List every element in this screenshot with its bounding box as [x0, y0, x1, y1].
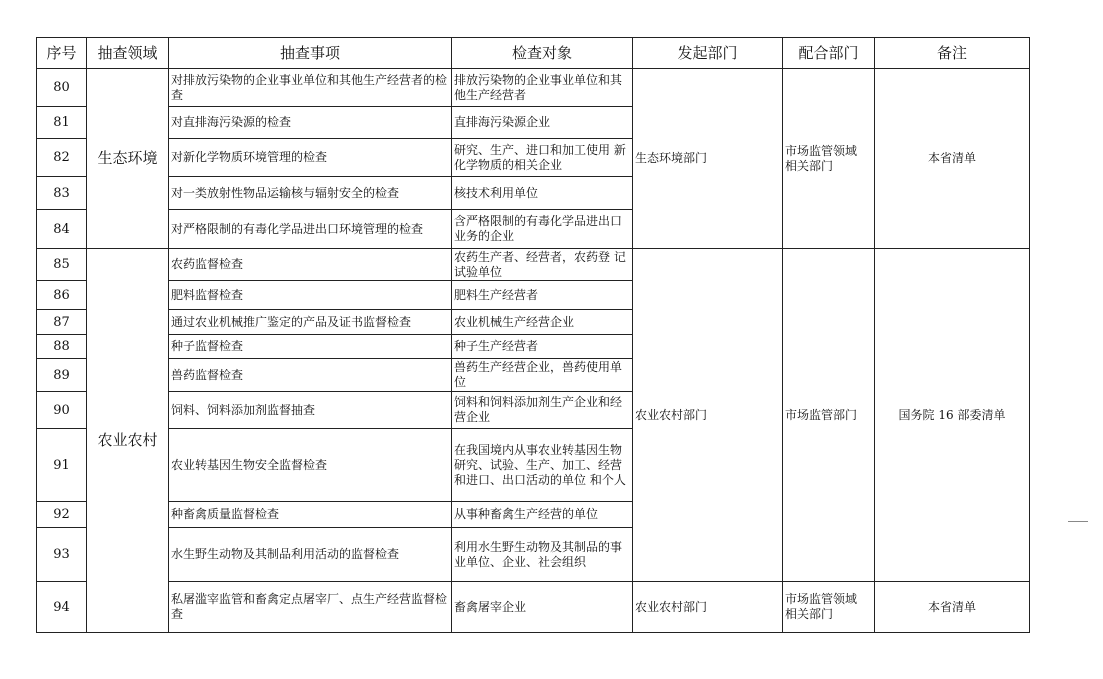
header-row	[37, 38, 1030, 69]
header-cell-item: 抽查事项	[169, 38, 452, 69]
table-row	[37, 69, 1030, 107]
target-cell: 饲料和饲料添加剂生产企业和经营企业	[452, 392, 633, 429]
item-cell: 对直排海污染源的检查	[169, 107, 452, 139]
dept-cell-eco: 生态环境部门	[633, 69, 783, 249]
row-number: 84	[37, 210, 87, 249]
item-cell: 对一类放射性物品运输核与辐射安全的检查	[169, 177, 452, 210]
target-cell: 兽药生产经营企业，兽药使用单位	[452, 359, 633, 392]
target-cell: 含严格限制的有毒化学品进出口业务的企业	[452, 210, 633, 249]
target-cell: 研究、生产、进口和加工使用 新化学物质的相关企业	[452, 139, 633, 177]
target-cell: 畜禽屠宰企业	[452, 582, 633, 633]
row-number: 88	[37, 335, 87, 359]
row-number: 86	[37, 281, 87, 310]
row-number: 91	[37, 429, 87, 502]
target-cell: 核技术利用单位	[452, 177, 633, 210]
target-cell: 在我国境内从事农业转基因生物研究、试验、生产、加工、经营和进口、出口活动的单位 和个人	[452, 429, 633, 502]
note-cell-eco: 本省清单	[875, 69, 1030, 249]
inspection-table	[36, 37, 1030, 633]
header-cell-area: 抽查领域	[87, 38, 169, 69]
row-number: 93	[37, 528, 87, 582]
item-cell: 通过农业机械推广鉴定的产品及证书监督检查	[169, 310, 452, 335]
item-cell: 对新化学物质环境管理的检查	[169, 139, 452, 177]
row-number: 85	[37, 249, 87, 281]
row-number: 90	[37, 392, 87, 429]
table-row	[37, 582, 1030, 633]
header-cell-dept: 发起部门	[633, 38, 783, 69]
area-cell-agri: 农业农村	[87, 249, 169, 633]
row-number: 94	[37, 582, 87, 633]
row-number: 82	[37, 139, 87, 177]
note-cell-last: 本省清单	[875, 582, 1030, 633]
target-cell: 肥料生产经营者	[452, 281, 633, 310]
target-cell: 农药生产者、经营者，农药登 记试验单位	[452, 249, 633, 281]
item-cell: 对排放污染物的企业事业单位和其他生产经营者的检查	[169, 69, 452, 107]
note-cell-agri: 国务院 16 部委清单	[875, 249, 1030, 582]
item-cell: 农业转基因生物安全监督检查	[169, 429, 452, 502]
table-row	[37, 249, 1030, 281]
dept-cell-agri: 农业农村部门	[633, 249, 783, 582]
row-number: 83	[37, 177, 87, 210]
coop-cell-last: 市场监管领域 相关部门	[783, 582, 875, 633]
target-cell: 从事种畜禽生产经营的单位	[452, 502, 633, 528]
item-cell: 私屠滥宰监管和畜禽定点屠宰厂、点生产经营监督检查	[169, 582, 452, 633]
row-number: 80	[37, 69, 87, 107]
coop-cell-eco: 市场监管领域 相关部门	[783, 69, 875, 249]
target-cell: 排放污染物的企业事业单位和其他生产经营者	[452, 69, 633, 107]
row-number: 92	[37, 502, 87, 528]
header-cell-no: 序号	[37, 38, 87, 69]
target-cell: 利用水生野生动物及其制品的事业单位、企业、社会组织	[452, 528, 633, 582]
item-cell: 种子监督检查	[169, 335, 452, 359]
row-number: 89	[37, 359, 87, 392]
item-cell: 对严格限制的有毒化学品进出口环境管理的检查	[169, 210, 452, 249]
margin-mark	[1068, 521, 1088, 522]
item-cell: 肥料监督检查	[169, 281, 452, 310]
item-cell: 农药监督检查	[169, 249, 452, 281]
header-cell-target: 检查对象	[452, 38, 633, 69]
item-cell: 种畜禽质量监督检查	[169, 502, 452, 528]
item-cell: 兽药监督检查	[169, 359, 452, 392]
target-cell: 农业机械生产经营企业	[452, 310, 633, 335]
row-number: 81	[37, 107, 87, 139]
target-cell: 种子生产经营者	[452, 335, 633, 359]
row-number: 87	[37, 310, 87, 335]
area-cell-eco: 生态环境	[87, 69, 169, 249]
target-cell: 直排海污染源企业	[452, 107, 633, 139]
coop-cell-agri: 市场监管部门	[783, 249, 875, 582]
item-cell: 水生野生动物及其制品利用活动的监督检查	[169, 528, 452, 582]
header-cell-coop: 配合部门	[783, 38, 875, 69]
dept-cell-last: 农业农村部门	[633, 582, 783, 633]
header-cell-note: 备注	[875, 38, 1030, 69]
item-cell: 饲料、饲料添加剂监督抽查	[169, 392, 452, 429]
